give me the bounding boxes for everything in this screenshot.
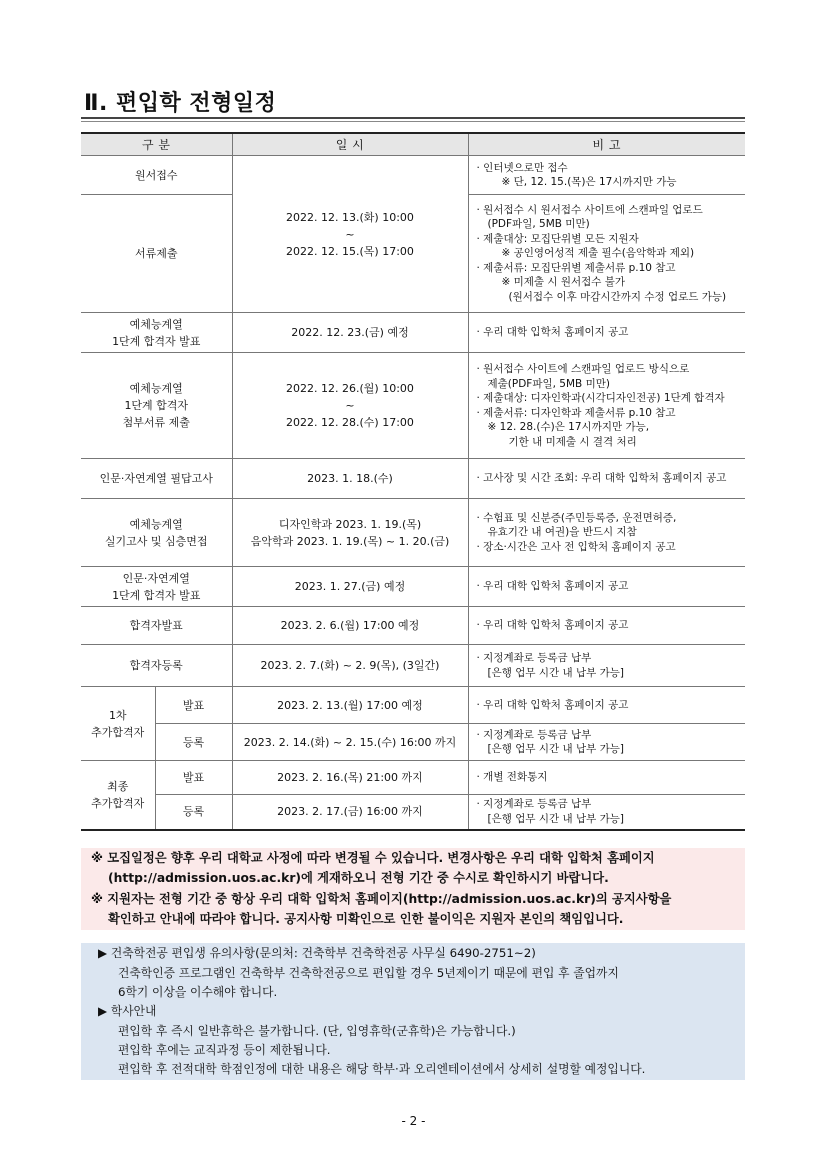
notice-line: ※ 모집일정은 향후 우리 대학교 사정에 따라 변경될 수 있습니다. 변경사항은 우리 대학 입학처 홈페이지 <box>91 851 655 865</box>
table-header-row <box>81 133 745 156</box>
info-line: 편입학 후에는 교직과정 등이 제한됩니다. <box>118 1043 331 1057</box>
header-date: 일 시 <box>232 133 468 156</box>
table-row <box>81 607 745 645</box>
row-category: 예체능계열 1단계 합격자 첨부서류 제출 <box>81 353 232 459</box>
info-heading: ▶ 학사안내 <box>98 1004 157 1018</box>
row-notes: · 인터넷으로만 접수 ※ 단, 12. 15.(목)은 17시까지만 가능 <box>468 156 745 195</box>
row-category: 서류제출 <box>81 195 232 313</box>
page-number: - 2 - <box>401 1114 426 1128</box>
row-date: 2023. 1. 27.(금) 예정 <box>232 567 468 607</box>
notice-line: ※ 지원자는 전형 기간 중 항상 우리 대학 입학처 홈페이지(http://admission.uos.ac.kr)의 공지사항을 <box>91 892 672 906</box>
title-rule <box>81 117 745 119</box>
title-rule-thin <box>81 121 745 122</box>
shared-date-cell: 2022. 12. 13.(화) 10:00 ~ 2022. 12. 15.(목) 17:00 <box>232 156 468 313</box>
row-date: 디자인학과 2023. 1. 19.(목) 음악학과 2023. 1. 19.(목) ~ 1. 20.(금) <box>232 499 468 567</box>
table-row <box>81 645 745 687</box>
row-category: 인문·자연계열 1단계 합격자 발표 <box>81 567 232 607</box>
notice-box <box>81 848 745 930</box>
row-category: 예체능계열 실기고사 및 심층면접 <box>81 499 232 567</box>
table-row <box>81 313 745 353</box>
row-notes: · 고사장 및 시간 조회: 우리 대학 입학처 홈페이지 공고 <box>468 459 745 499</box>
row-date: 2023. 2. 14.(화) ~ 2. 15.(수) 16:00 까지 <box>232 724 468 761</box>
row-date: 2023. 2. 16.(목) 21:00 까지 <box>232 761 468 795</box>
info-box <box>81 943 745 1080</box>
row-notes: · 수험표 및 신분증(주민등록증, 운전면허증, 유효기간 내 여권)을 반드시 지참 · 장소·시간은 고사 전 입학처 홈페이지 공고 <box>468 499 745 567</box>
table-row <box>81 156 745 195</box>
table-row <box>81 687 745 724</box>
row-notes: · 원서접수 시 원서접수 사이트에 스캔파일 업로드 (PDF파일, 5MB 미만) · 제출대상: 모집단위별 모든 지원자 ※ 공인영어성적 제출 필수(음악학과 제외) · 제출서류: 모집단위별 제출서류 p.10 참고 ※ 미제출 시 원서접수 불가 (원서접수 이후 마감시간까지 수정 업로드 가능) <box>468 195 745 313</box>
group-label: 최종 추가합격자 <box>81 761 155 830</box>
row-notes: · 개별 전화통지 <box>468 761 745 795</box>
row-date: 2023. 2. 7.(화) ~ 2. 9(목), (3일간) <box>232 645 468 687</box>
row-category: 예체능계열 1단계 합격자 발표 <box>81 313 232 353</box>
info-line: 편입학 후 전적대학 학점인정에 대한 내용은 해당 학부·과 오리엔테이션에서 상세히 설명할 예정입니다. <box>118 1062 646 1076</box>
row-category: 원서접수 <box>81 156 232 195</box>
row-category: 합격자등록 <box>81 645 232 687</box>
row-category: 합격자발표 <box>81 607 232 645</box>
notice-line: 확인하고 안내에 따라야 합니다. 공지사항 미확인으로 인한 불이익은 지원자 본인의 책임입니다. <box>108 912 624 926</box>
group-sub-label: 등록 <box>155 724 232 761</box>
table-row <box>81 499 745 567</box>
row-date: 2023. 2. 13.(월) 17:00 예정 <box>232 687 468 724</box>
group-label: 1차 추가합격자 <box>81 687 155 761</box>
table-row <box>81 567 745 607</box>
info-line: 편입학 후 즉시 일반휴학은 불가합니다. (단, 입영휴학(군휴학)은 가능합니다.) <box>118 1024 516 1038</box>
header-notes: 비 고 <box>468 133 745 156</box>
group-sub-label: 발표 <box>155 761 232 795</box>
info-line: 건축학인증 프로그램인 건축학부 건축학전공으로 편입할 경우 5년제이기 때문에 편입 후 졸업까지 <box>118 966 619 980</box>
info-line: 6학기 이상을 이수해야 합니다. <box>118 985 278 999</box>
row-notes: · 지정계좌로 등록금 납부 [은행 업무 시간 내 납부 가능] <box>468 724 745 761</box>
schedule-table <box>81 132 745 831</box>
row-notes: · 우리 대학 입학처 홈페이지 공고 <box>468 687 745 724</box>
row-notes: · 지정계좌로 등록금 납부 [은행 업무 시간 내 납부 가능] <box>468 645 745 687</box>
row-date: 2023. 2. 17.(금) 16:00 까지 <box>232 795 468 830</box>
row-date: 2023. 2. 6.(월) 17:00 예정 <box>232 607 468 645</box>
table-row <box>81 724 745 761</box>
row-notes: · 지정계좌로 등록금 납부 [은행 업무 시간 내 납부 가능] <box>468 795 745 830</box>
table-row <box>81 459 745 499</box>
row-notes: · 우리 대학 입학처 홈페이지 공고 <box>468 313 745 353</box>
row-date: 2022. 12. 26.(월) 10:00 ~ 2022. 12. 28.(수) 17:00 <box>232 353 468 459</box>
row-category: 인문·자연계열 필답고사 <box>81 459 232 499</box>
row-date: 2023. 1. 18.(수) <box>232 459 468 499</box>
info-heading: ▶ 건축학전공 편입생 유의사항(문의처: 건축학부 건축학전공 사무실 6490-2751~2) <box>98 946 536 960</box>
row-notes: · 우리 대학 입학처 홈페이지 공고 <box>468 607 745 645</box>
row-notes: · 우리 대학 입학처 홈페이지 공고 <box>468 567 745 607</box>
group-sub-label: 발표 <box>155 687 232 724</box>
table-row <box>81 353 745 459</box>
header-category: 구 분 <box>81 133 232 156</box>
table-row <box>81 761 745 795</box>
group-sub-label: 등록 <box>155 795 232 830</box>
notice-line: (http://admission.uos.ac.kr)에 게재하오니 전형 기간 중 수시로 확인하시기 바랍니다. <box>108 871 609 885</box>
table-row <box>81 795 745 830</box>
row-notes: · 원서접수 사이트에 스캔파일 업로드 방식으로 제출(PDF파일, 5MB 미만) · 제출대상: 디자인학과(시각디자인전공) 1단계 합격자 · 제출서류: 디자인학과 제출서류 p.10 참고 ※ 12. 28.(수)은 17시까지만 가능, 기한 내 미제출 시 결격 처리 <box>468 353 745 459</box>
row-date: 2022. 12. 23.(금) 예정 <box>232 313 468 353</box>
page-title: Ⅱ. 편입학 전형일정 <box>84 91 277 116</box>
